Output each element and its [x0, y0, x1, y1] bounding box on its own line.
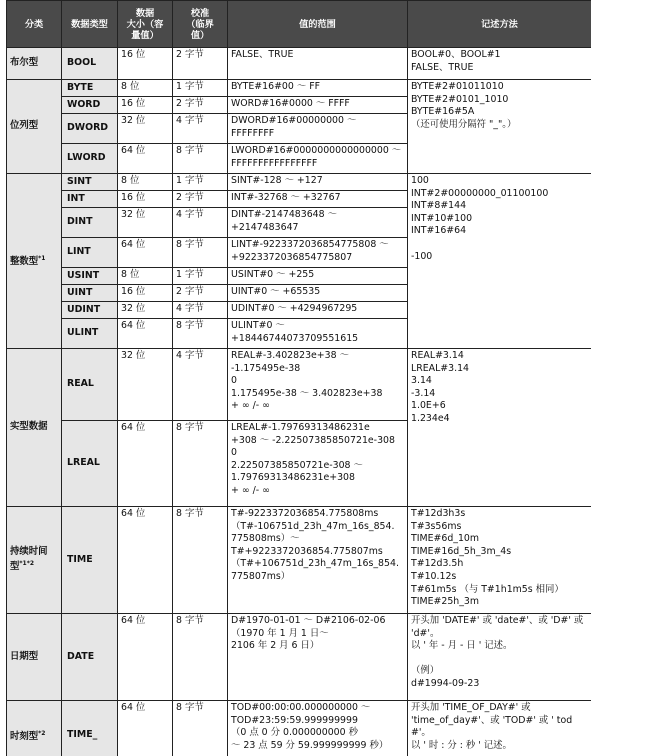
- type-cell: DATE: [62, 614, 118, 701]
- notation-cell: REAL#3.14 LREAL#3.14 3.14 -3.14 1.0E+6 1.234e4: [408, 349, 592, 507]
- type-cell: DWORD: [62, 114, 118, 144]
- data-type-table: [6, 0, 591, 756]
- notation-cell: 开头加 'TIME_OF_DAY#' 或 'time_of_day#'、或 'TOD#' 或 ' tod #'。 以 ' 时 : 分 : 秒 ' 记述。: [408, 701, 592, 756]
- size-cell: 64 位: [118, 238, 173, 268]
- category-label: 持续时间 型: [10, 545, 48, 573]
- align-cell: 8 字节: [173, 614, 228, 701]
- range-cell: BYTE#16#00 ～ FF: [228, 80, 408, 97]
- size-cell: 16 位: [118, 97, 173, 114]
- category-label: 时刻型: [10, 730, 39, 742]
- category-footnote: *1*2: [19, 560, 35, 568]
- align-cell: 4 字节: [173, 114, 228, 144]
- align-cell: 8 字节: [173, 701, 228, 756]
- align-cell: 4 字节: [173, 208, 228, 238]
- size-cell: 16 位: [118, 285, 173, 302]
- range-cell: LWORD#16#0000000000000000 ～ FFFFFFFFFFFFFFFF: [228, 144, 408, 174]
- type-cell: UINT: [62, 285, 118, 302]
- type-cell: LWORD: [62, 144, 118, 174]
- notation-cell: BOOL#0、BOOL#1 FALSE、TRUE: [408, 48, 592, 80]
- data-type-table-page: [6, 0, 591, 756]
- range-cell: DWORD#16#00000000 ～ FFFFFFFF: [228, 114, 408, 144]
- size-cell: 64 位: [118, 319, 173, 349]
- size-cell: 16 位: [118, 48, 173, 80]
- range-cell: FALSE、TRUE: [228, 48, 408, 80]
- align-cell: 1 字节: [173, 174, 228, 191]
- header-category: 分类: [7, 1, 62, 48]
- range-cell: T#-9223372036854.775808ms （T#-106751d_23h_47m_16s_854. 775808ms）～ T#+9223372036854.775807ms （T#+106751d_23h_47m_16s_854. 775807ms）: [228, 507, 408, 614]
- category-cell: [7, 507, 62, 614]
- size-cell: 32 位: [118, 114, 173, 144]
- align-cell: 1 字节: [173, 80, 228, 97]
- size-cell: 16 位: [118, 191, 173, 208]
- category-cell: [7, 701, 62, 756]
- align-cell: 1 字节: [173, 268, 228, 285]
- type-cell: USINT: [62, 268, 118, 285]
- notation-cell: BYTE#2#01011010 BYTE#2#0101_1010 BYTE#16#5A （还可使用分隔符 "_"。）: [408, 80, 592, 174]
- range-cell: REAL#-3.402823e+38 ～ -1.175495e-38 0 1.175495e-38 ～ 3.402823e+38 + ∞ /- ∞: [228, 349, 408, 421]
- type-cell: BOOL: [62, 48, 118, 80]
- category-cell: 位列型: [7, 80, 62, 174]
- header-row: [7, 1, 592, 48]
- category-cell: 日期型: [7, 614, 62, 701]
- header-size: 数据 大小（容 量值）: [118, 1, 173, 48]
- range-cell: UDINT#0 ～ +4294967295: [228, 302, 408, 319]
- range-cell: ULINT#0 ～ +18446744073709551615: [228, 319, 408, 349]
- size-cell: 64 位: [118, 614, 173, 701]
- category-label: 整数型: [10, 256, 39, 268]
- table-row: [7, 614, 592, 701]
- size-cell: 8 位: [118, 268, 173, 285]
- range-cell: UINT#0 ～ +65535: [228, 285, 408, 302]
- table-row: [7, 507, 592, 614]
- header-value-range: 值的范围: [228, 1, 408, 48]
- align-cell: 2 字节: [173, 285, 228, 302]
- category-cell: 布尔型: [7, 48, 62, 80]
- notation-cell: 100 INT#2#00000000_01100100 INT#8#144 INT#10#100 INT#16#64 -100: [408, 174, 592, 349]
- size-cell: 64 位: [118, 507, 173, 614]
- size-cell: 8 位: [118, 174, 173, 191]
- type-cell: BYTE: [62, 80, 118, 97]
- table-row: [7, 174, 592, 191]
- notation-cell: 开头加 'DATE#' 或 'date#'、或 'D#' 或 'd#'。 以 ' 年 - 月 - 日 ' 记述。 （例） d#1994-09-23: [408, 614, 592, 701]
- align-cell: 2 字节: [173, 48, 228, 80]
- size-cell: 64 位: [118, 421, 173, 507]
- type-cell: INT: [62, 191, 118, 208]
- type-cell: TIME: [62, 507, 118, 614]
- size-cell: 32 位: [118, 302, 173, 319]
- range-cell: SINT#-128 ～ +127: [228, 174, 408, 191]
- header-notation: 记述方法: [408, 1, 592, 48]
- align-cell: 2 字节: [173, 97, 228, 114]
- table-row: [7, 80, 592, 97]
- size-cell: 64 位: [118, 701, 173, 756]
- type-cell: WORD: [62, 97, 118, 114]
- range-cell: LREAL#-1.79769313486231e +308 ～ -2.22507385850721e-308 0 2.22507385850721e-308 ～ 1.79769313486231e+308 + ∞ /- ∞: [228, 421, 408, 507]
- table-row: [7, 701, 592, 756]
- align-cell: 8 字节: [173, 319, 228, 349]
- size-cell: 32 位: [118, 208, 173, 238]
- align-cell: 8 字节: [173, 238, 228, 268]
- align-cell: 8 字节: [173, 507, 228, 614]
- align-cell: 8 字节: [173, 421, 228, 507]
- type-cell: TIME_: [62, 701, 118, 756]
- size-cell: 8 位: [118, 80, 173, 97]
- category-cell: 实型数据: [7, 349, 62, 507]
- category-footnote: *2: [38, 729, 46, 737]
- align-cell: 2 字节: [173, 191, 228, 208]
- category-cell: [7, 174, 62, 349]
- align-cell: 4 字节: [173, 302, 228, 319]
- type-cell: UDINT: [62, 302, 118, 319]
- type-cell: REAL: [62, 349, 118, 421]
- size-cell: 64 位: [118, 144, 173, 174]
- notation-cell: T#12d3h3s T#3s56ms TIME#6d_10m TIME#16d_5h_3m_4s T#12d3.5h T#10.12s T#61m5s （与 T#1h1m5s 相同） TIME#25h_3m: [408, 507, 592, 614]
- align-cell: 4 字节: [173, 349, 228, 421]
- align-cell: 8 字节: [173, 144, 228, 174]
- table-row: [7, 349, 592, 421]
- range-cell: USINT#0 ～ +255: [228, 268, 408, 285]
- range-cell: WORD#16#0000 ～ FFFF: [228, 97, 408, 114]
- header-alignment: 校准 （临界 值）: [173, 1, 228, 48]
- header-data-type: 数据类型: [62, 1, 118, 48]
- range-cell: D#1970-01-01 ～ D#2106-02-06 （1970 年 1 月 1 日～ 2106 年 2 月 6 日）: [228, 614, 408, 701]
- range-cell: LINT#-9223372036854775808 ～ +9223372036854775807: [228, 238, 408, 268]
- category-footnote: *1: [38, 255, 46, 263]
- size-cell: 32 位: [118, 349, 173, 421]
- type-cell: LREAL: [62, 421, 118, 507]
- range-cell: TOD#00:00:00.000000000 ～ TOD#23:59:59.999999999 （0 点 0 分 0.000000000 秒 ～ 23 点 59 分 59.999999999 秒）: [228, 701, 408, 756]
- type-cell: ULINT: [62, 319, 118, 349]
- table-row: [7, 48, 592, 80]
- type-cell: LINT: [62, 238, 118, 268]
- type-cell: DINT: [62, 208, 118, 238]
- range-cell: DINT#-2147483648 ～ +2147483647: [228, 208, 408, 238]
- type-cell: SINT: [62, 174, 118, 191]
- range-cell: INT#-32768 ～ +32767: [228, 191, 408, 208]
